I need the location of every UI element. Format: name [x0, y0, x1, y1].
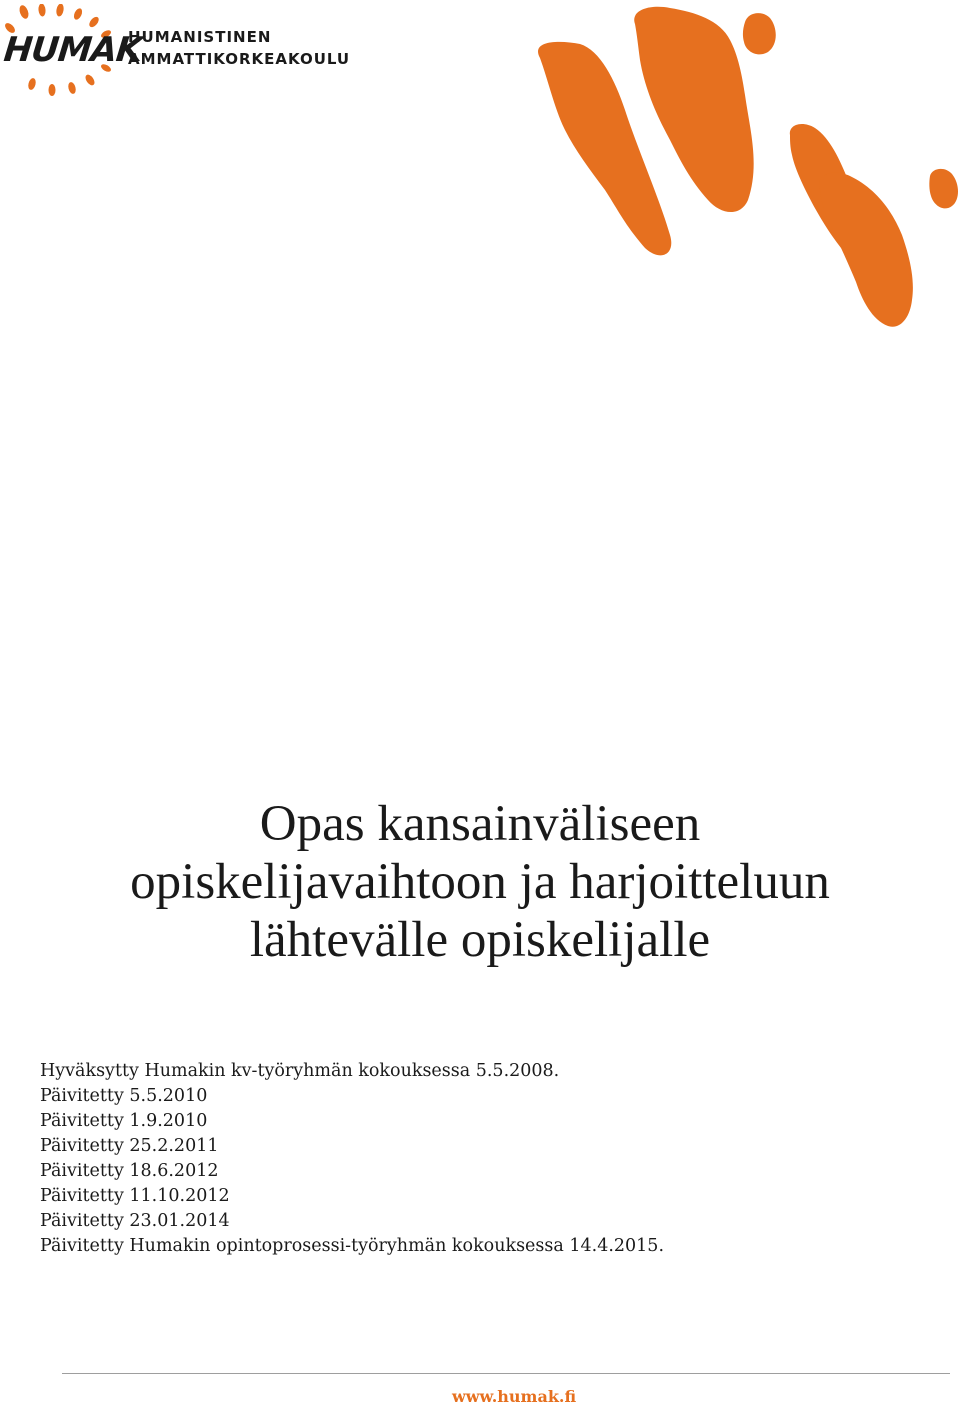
history-approved: Hyväksytty Humakin kv-työryhmän kokouksessa 5.5.2008.: [40, 1061, 560, 1081]
humak-logo: [0, 0, 360, 100]
document-title: [0, 795, 960, 969]
history-entry: Päivitetty 1.9.2010: [40, 1111, 208, 1131]
footer-divider: [62, 1373, 950, 1374]
title-line-3: lähtevälle opiskelijalle: [249, 912, 711, 968]
logo-name-line2: AMMATTIKORKEAKOULU: [128, 50, 351, 68]
history-entry: Päivitetty 11.10.2012: [40, 1186, 230, 1206]
history-entry: Päivitetty 18.6.2012: [40, 1161, 219, 1181]
title-line-1: Opas kansainväliseen: [259, 796, 701, 852]
history-entry: Päivitetty 25.2.2011: [40, 1136, 219, 1156]
history-entry: Päivitetty 5.5.2010: [40, 1086, 208, 1106]
title-line-2: opiskelijavaihtoon ja harjoitteluun: [130, 854, 830, 910]
revision-history: [40, 1059, 664, 1259]
paw-print-icon: [520, 0, 960, 340]
logo-name: [128, 26, 350, 70]
logo-wordmark: HUMAK: [1, 30, 144, 70]
history-entry: Päivitetty 23.01.2014: [40, 1211, 230, 1231]
history-entry: Päivitetty Humakin opintoprosessi-työryhmän kokouksessa 14.4.2015.: [40, 1236, 665, 1256]
logo-name-line1: HUMANISTINEN: [128, 28, 272, 46]
footer-website-link[interactable]: www.humak.fi: [452, 1387, 577, 1406]
